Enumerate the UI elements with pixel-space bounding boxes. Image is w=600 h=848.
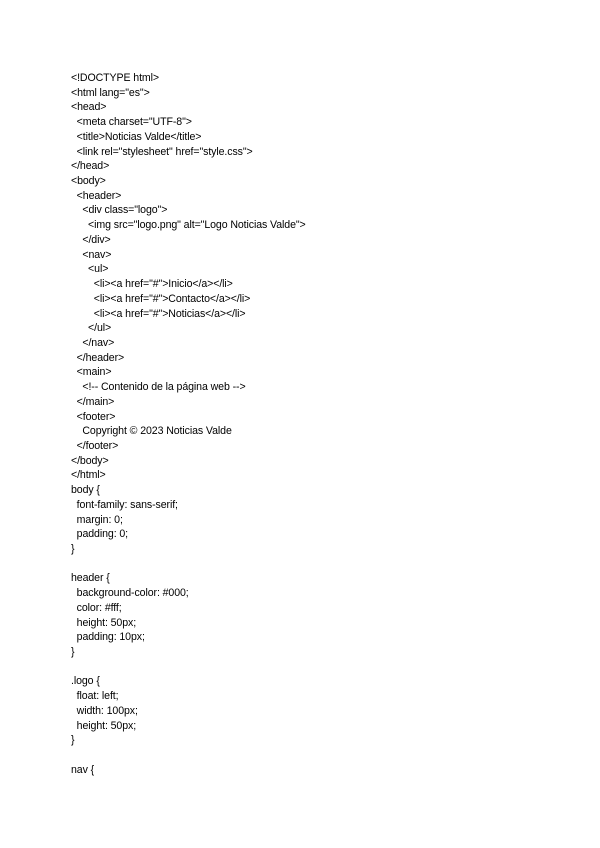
code-line: <body> <box>71 175 106 188</box>
code-line: } <box>71 734 75 747</box>
code-line: </ul> <box>71 322 112 335</box>
code-line: <ul> <box>71 263 109 276</box>
code-line: </div> <box>71 233 111 246</box>
code-line: <title>Noticias Valde</title> <box>71 130 202 143</box>
code-line: margin: 0; <box>71 513 123 526</box>
code-line: <div class="logo"> <box>71 204 168 217</box>
code-line <box>71 748 306 763</box>
code-line: <!DOCTYPE html> <box>71 72 159 84</box>
code-line: <img src="logo.png" alt="Logo Noticias Valde"> <box>71 219 306 232</box>
code-line: <link rel="stylesheet" href="style.css"> <box>71 145 253 158</box>
code-line: font-family: sans-serif; <box>71 498 178 511</box>
code-line: body { <box>71 484 100 497</box>
code-line: padding: 0; <box>71 528 129 541</box>
code-line <box>71 660 306 675</box>
code-line: <header> <box>71 189 122 202</box>
code-line: height: 50px; <box>71 719 137 732</box>
code-line: <li><a href="#">Noticias</a></li> <box>71 307 246 320</box>
code-line: nav { <box>71 763 95 776</box>
code-line: Copyright © 2023 Noticias Valde <box>71 425 232 438</box>
code-line <box>71 557 306 572</box>
code-line: <li><a href="#">Inicio</a></li> <box>71 278 233 291</box>
code-line: <meta charset="UTF-8"> <box>71 116 192 129</box>
code-line: float: left; <box>71 690 119 703</box>
code-line: width: 100px; <box>71 704 138 717</box>
code-line: header { <box>71 572 110 585</box>
code-line: } <box>71 543 75 555</box>
code-line: <head> <box>71 101 107 114</box>
code-line: <html lang="es"> <box>71 86 150 99</box>
code-line: color: #fff; <box>71 601 122 614</box>
code-line: .logo { <box>71 675 100 688</box>
code-line: </nav> <box>71 336 115 349</box>
code-line: </body> <box>71 454 109 467</box>
code-line: <!-- Contenido de la página web --> <box>71 381 246 394</box>
code-line: <li><a href="#">Contacto</a></li> <box>71 292 251 305</box>
code-line: } <box>71 646 75 659</box>
code-listing <box>71 71 306 778</box>
code-line: </html> <box>71 469 106 482</box>
code-line: <main> <box>71 366 112 379</box>
code-line: </main> <box>71 395 115 408</box>
code-line: padding: 10px; <box>71 631 145 644</box>
code-line: </footer> <box>71 439 119 452</box>
code-line: <footer> <box>71 410 116 423</box>
code-line: </header> <box>71 351 125 364</box>
code-line: <nav> <box>71 248 112 261</box>
code-line: </head> <box>71 160 110 173</box>
code-line: background-color: #000; <box>71 587 189 600</box>
code-line: height: 50px; <box>71 616 137 629</box>
